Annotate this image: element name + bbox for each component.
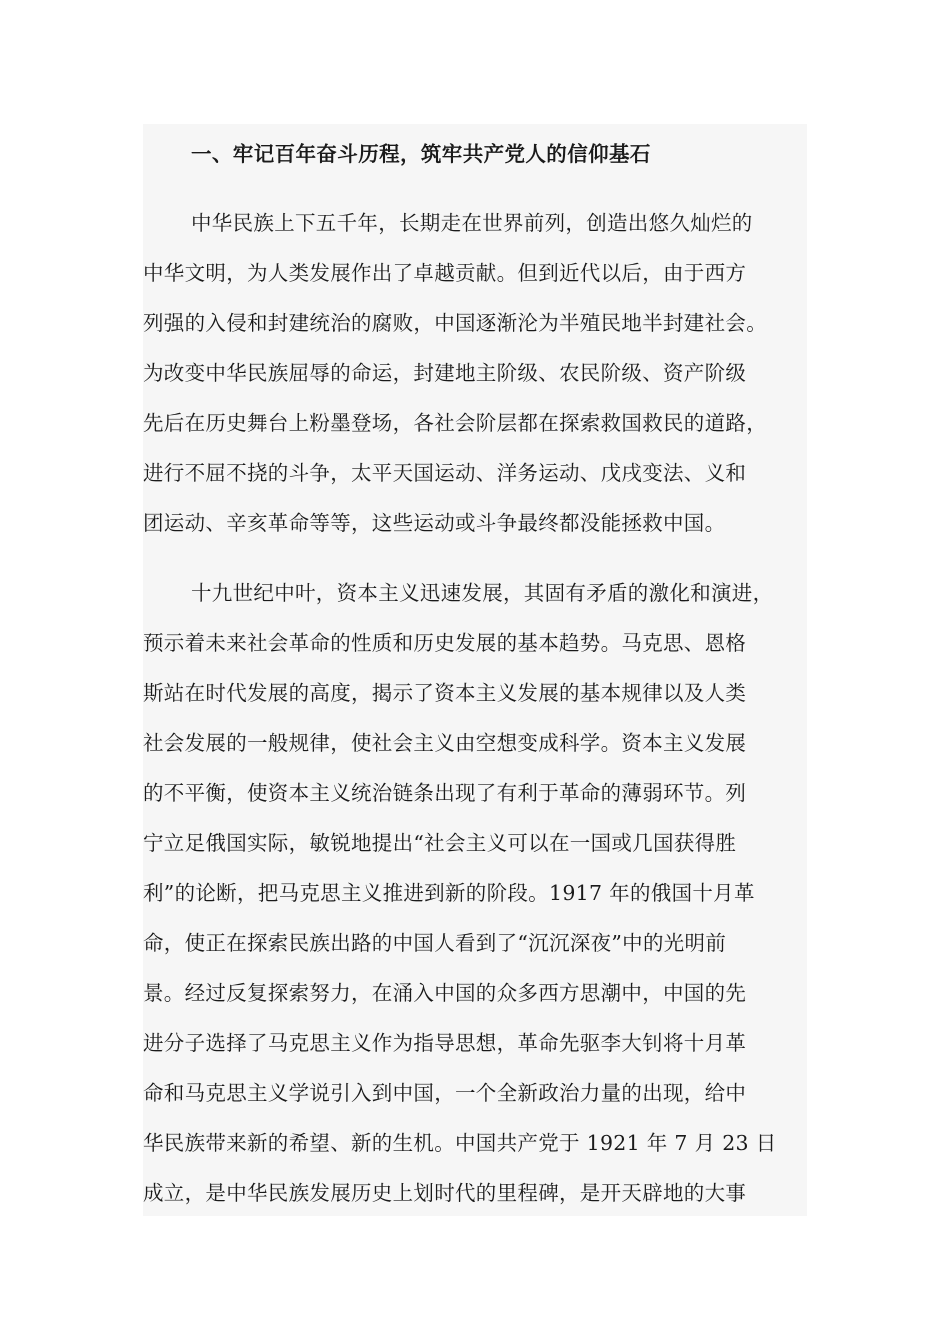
paragraph-2-line-8: 命，使正在探索民族出路的中国人看到了“沉沉深夜”中的光明前 [143, 931, 727, 955]
paragraph-1-line-4: 为改变中华民族屈辱的命运，封建地主阶级、农民阶级、资产阶级 [143, 361, 747, 385]
paragraph-2-line-11: 命和马克思主义学说引入到中国，一个全新政治力量的出现，给中 [143, 1081, 747, 1105]
paragraph-1-line-7: 团运动、辛亥革命等等，这些运动或斗争最终都没能拯救中国。 [143, 511, 726, 535]
section-heading: 一、牢记百年奋斗历程，筑牢共产党人的信仰基石 [191, 142, 651, 166]
paragraph-2-line-13: 成立，是中华民族发展历史上划时代的里程碑，是开天辟地的大事 [143, 1181, 747, 1205]
paragraph-2-line-3: 斯站在时代发展的高度，揭示了资本主义发展的基本规律以及人类 [143, 681, 747, 705]
paragraph-1-line-1: 中华民族上下五千年，长期走在世界前列，创造出悠久灿烂的 [191, 211, 753, 235]
paragraph-1-line-3: 列强的入侵和封建统治的腐败，中国逐渐沦为半殖民地半封建社会。 [143, 311, 767, 335]
paragraph-2-line-1: 十九世纪中叶，资本主义迅速发展，其固有矛盾的激化和演进， [191, 581, 774, 605]
paragraph-2-line-9: 景。经过反复探索努力，在涌入中国的众多西方思潮中，中国的先 [143, 981, 747, 1005]
document-page [143, 124, 807, 1216]
paragraph-2-line-7: 利”的论断，把马克思主义推进到新的阶段。1917 年的俄国十月革 [143, 881, 755, 905]
paragraph-2-line-2: 预示着未来社会革命的性质和历史发展的基本趋势。马克思、恩格 [143, 631, 747, 655]
paragraph-2-line-6: 宁立足俄国实际，敏锐地提出“社会主义可以在一国或几国获得胜 [143, 831, 737, 855]
paragraph-2-line-10: 进分子选择了马克思主义作为指导思想，革命先驱李大钊将十月革 [143, 1031, 747, 1055]
paragraph-1-line-5: 先后在历史舞台上粉墨登场，各社会阶层都在探索救国救民的道路， [143, 411, 767, 435]
paragraph-1-line-2: 中华文明，为人类发展作出了卓越贡献。但到近代以后，由于西方 [143, 261, 747, 285]
paragraph-2-line-5: 的不平衡，使资本主义统治链条出现了有利于革命的薄弱环节。列 [143, 781, 747, 805]
paragraph-2-line-4: 社会发展的一般规律，使社会主义由空想变成科学。资本主义发展 [143, 731, 747, 755]
paragraph-2-line-12: 华民族带来新的希望、新的生机。中国共产党于 1921 年 7 月 23 日 [143, 1131, 777, 1155]
paragraph-1-line-6: 进行不屈不挠的斗争，太平天国运动、洋务运动、戊戌变法、义和 [143, 461, 747, 485]
